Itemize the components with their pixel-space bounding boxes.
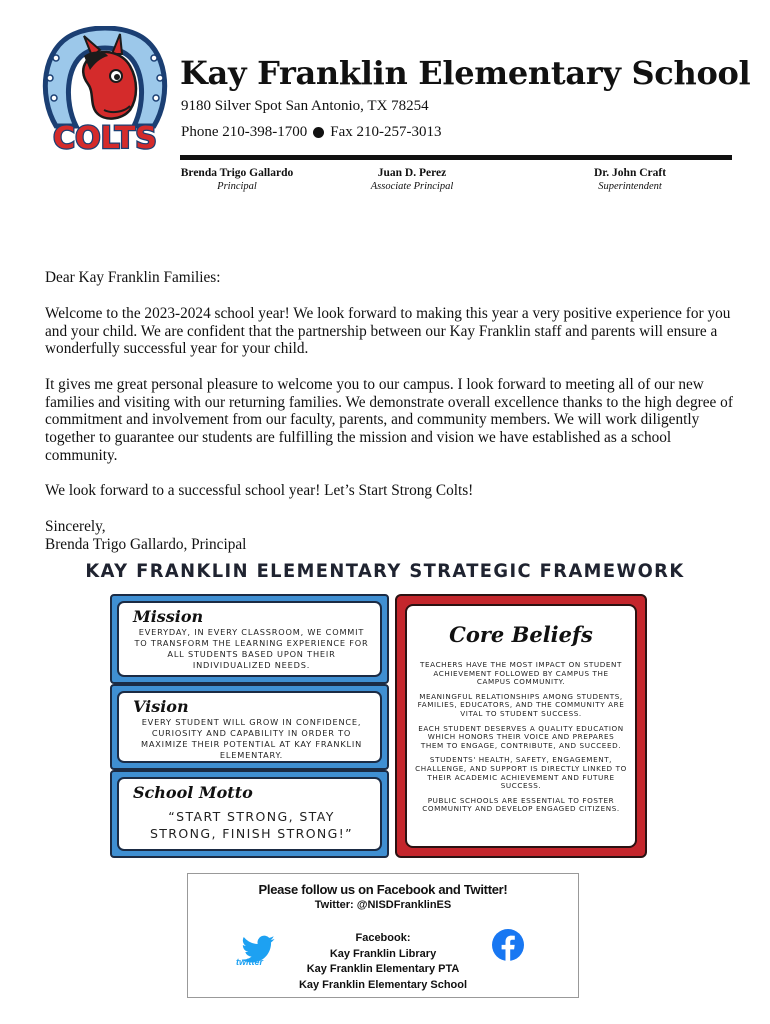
staff-role: Principal [217, 181, 257, 192]
motto-title: School Motto [133, 783, 253, 802]
core-belief-item: TEACHERS HAVE THE MOST IMPACT ON STUDENT ACHIEVEMENT FOLLOWED BY CAMPUS THE CAMPUS COMMUNITY. [420, 660, 622, 687]
motto-card [110, 770, 389, 858]
facebook-label: Facebook: [355, 932, 411, 944]
contact-line [181, 124, 442, 141]
facebook-page-link[interactable]: Kay Franklin Library [329, 947, 437, 960]
facebook-page-link[interactable]: Kay Franklin Elementary School [298, 978, 468, 991]
school-name: Kay Franklin Elementary School [180, 54, 751, 92]
social-heading: Please follow us on Facebook and Twitter! [258, 882, 508, 897]
staff-role: Associate Principal [370, 181, 454, 192]
core-belief-item: MEANINGFUL RELATIONSHIPS AMONG STUDENTS, FAMILIES, EDUCATORS, AND THE COMMUNITY ARE VITAL TO STUDENT SUCCESS. [417, 691, 625, 718]
core-belief-item: STUDENTS' HEALTH, SAFETY, ENGAGEMENT, CHALLENGE, AND SUPPORT IS DIRECTLY LINKED TO THEIR ACADEMIC ACHIEVEMENT AND FUTURE SUCCESS. [415, 755, 627, 791]
colts-logo [34, 26, 176, 162]
staff-role: Superintendent [598, 181, 662, 192]
phone-number: Phone 210-398-1700 [181, 124, 308, 140]
facebook-page-link[interactable]: Kay Franklin Elementary PTA [306, 963, 460, 975]
motto-text: “START STRONG, STAY STRONG, FINISH STRONG!” [149, 809, 354, 841]
letter-paragraph: Welcome to the 2023-2024 school year! We look forward to making this year a very positive experience for you and your child. We are confident that the partnership between our Kay Franklin staff and parents will ensure a wonderfully successful year for your child. [45, 305, 731, 358]
letter-closing: Sincerely, [45, 518, 106, 536]
social-media-box [187, 873, 579, 998]
facebook-icon[interactable] [492, 929, 524, 961]
framework-title: KAY FRANKLIN ELEMENTARY STRATEGIC FRAMEWORK [85, 560, 685, 582]
core-belief-item: PUBLIC SCHOOLS ARE ESSENTIAL TO FOSTER COMMUNITY AND DEVELOP ENGAGED CITIZENS. [422, 795, 620, 814]
logo-text: COLTS [53, 121, 157, 156]
staff-associate-principal [322, 167, 502, 192]
mission-text: EVERYDAY, IN EVERY CLASSROOM, WE COMMIT TO TRANSFORM THE LEARNING EXPERIENCE FOR ALL STUDENTS BASED UPON THEIR INDIVIDUALIZED NEEDS. [134, 627, 369, 670]
staff-superintendent [540, 167, 720, 192]
letter-paragraph: We look forward to a successful school year! Let’s Start Strong Colts! [45, 482, 474, 500]
staff-name: Dr. John Craft [593, 167, 667, 179]
core-beliefs-title: Core Beliefs [449, 622, 593, 647]
core-beliefs-card [395, 594, 647, 858]
vision-card [110, 684, 389, 770]
mission-title: Mission [133, 607, 204, 626]
fax-number: Fax 210-257-3013 [330, 124, 442, 140]
mission-card [110, 594, 389, 684]
bullet-dot-icon [313, 127, 324, 138]
twitter-handle[interactable]: Twitter: @NISDFranklinES [314, 899, 452, 911]
staff-name: Brenda Trigo Gallardo [180, 167, 294, 179]
vision-text: EVERY STUDENT WILL GROW IN CONFIDENCE, CURIOSITY AND CAPABILITY IN ORDER TO MAXIMIZE THEIR POTENTIAL AT KAY FRANKLIN ELEMENTARY. [140, 717, 363, 760]
letter-salutation: Dear Kay Franklin Families: [45, 269, 221, 287]
letter-signature: Brenda Trigo Gallardo, Principal [45, 536, 247, 554]
letter-paragraph: It gives me great personal pleasure to welcome you to our campus. I look forward to meeting all of our new families and visiting with our returning families. We demonstrate overall excellence thanks to the high degree of commitment and involvement from our faculty, parents, and community members. We will work diligently together to guarantee our students are fulfilling the mission and vision we have established as a school community. [45, 376, 733, 464]
school-address: 9180 Silver Spot San Antonio, TX 78254 [181, 98, 429, 114]
vision-title: Vision [133, 697, 189, 716]
staff-principal [147, 167, 327, 192]
header-divider [180, 155, 732, 160]
twitter-wordmark: twitter [236, 957, 263, 967]
core-belief-item: EACH STUDENT DESERVES A QUALITY EDUCATION WHICH HONORS THEIR VOICE AND PREPARES THEM TO ENGAGE, CONTRIBUTE, AND SUCCEED. [418, 723, 624, 750]
staff-name: Juan D. Perez [377, 167, 447, 179]
